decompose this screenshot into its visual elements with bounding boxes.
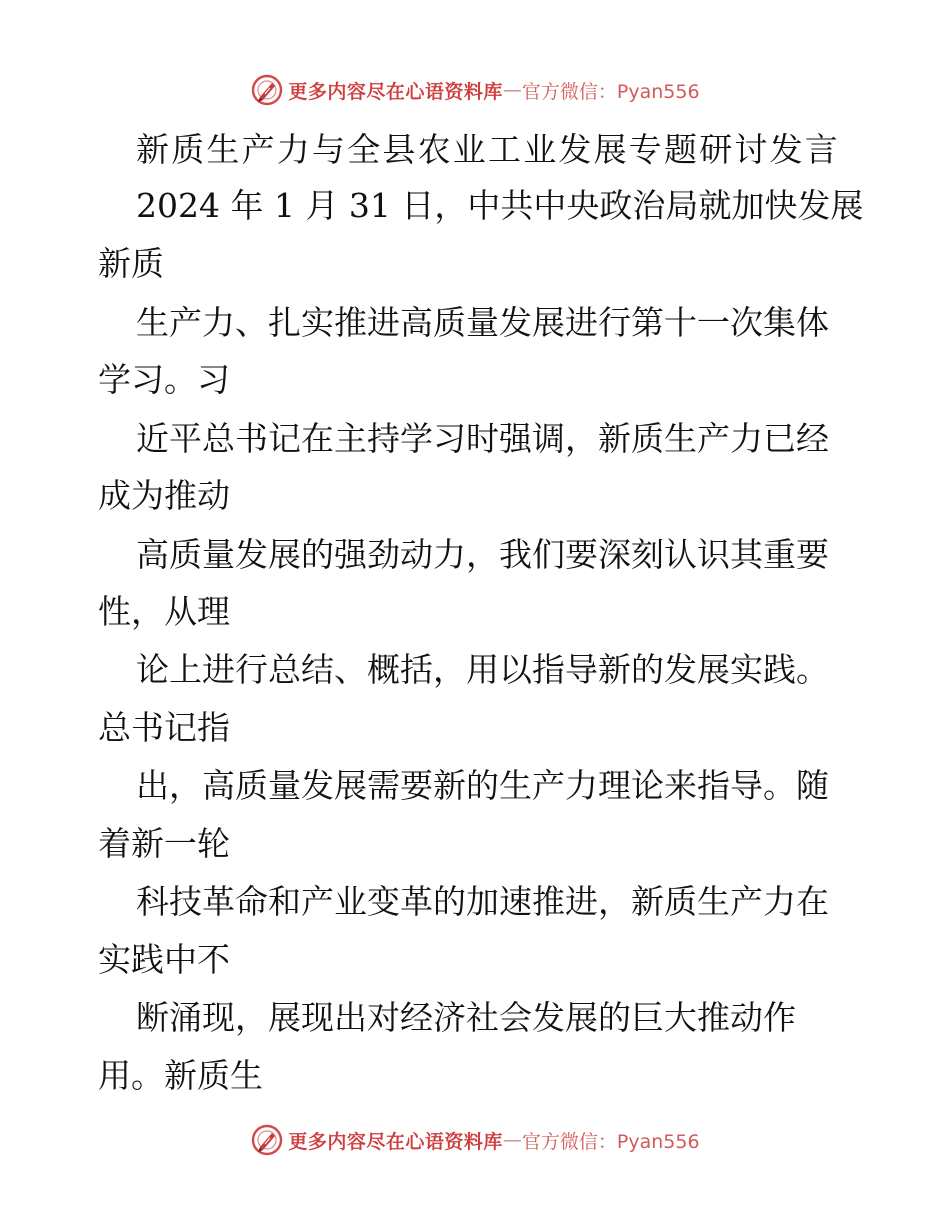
banner-dash: — (502, 79, 522, 101)
paragraph-line: 高质量发展的强劲动力，我们要深刻认识其重要 (136, 535, 829, 574)
paragraph-line: 学习。习 (98, 360, 230, 399)
paragraph-line: 着新一轮 (98, 824, 230, 863)
banner-wechat-text: 官方微信：Pyan556 (521, 80, 700, 103)
paragraph-line: 实践中不 (98, 940, 230, 979)
banner-main-text: 更多内容尽在心语资料库 (288, 1130, 503, 1153)
paragraph-line: 总书记指 (98, 708, 230, 747)
paragraph-line: 2024 年 1 月 31 日，中共中央政治局就加快发展 (136, 186, 864, 225)
document-title: 新质生产力与全县农业工业发展专题研讨发言 (136, 130, 840, 169)
paragraph-line: 性，从理 (98, 592, 230, 631)
paragraph-line: 断涌现，展现出对经济社会发展的巨大推动作 (136, 998, 796, 1037)
paragraph-line: 生产力、扎实推进高质量发展进行第十一次集体 (136, 303, 829, 342)
paragraph-line: 论上进行总结、概括，用以指导新的发展实践。 (136, 650, 829, 689)
footer-banner (0, 1118, 950, 1162)
banner-main-text: 更多内容尽在心语资料库 (288, 80, 503, 103)
header-banner (0, 68, 950, 112)
pen-logo-icon (250, 1123, 284, 1157)
paragraph-line: 科技革命和产业变革的加速推进，新质生产力在 (136, 882, 829, 921)
paragraph-line: 出，高质量发展需要新的生产力理论来指导。随 (136, 766, 829, 805)
paragraph-line: 成为推动 (98, 476, 230, 515)
banner-dash: — (502, 1129, 522, 1151)
paragraph-line: 新质 (98, 244, 164, 283)
paragraph-line: 近平总书记在主持学习时强调，新质生产力已经 (136, 419, 829, 458)
banner-wechat-text: 官方微信：Pyan556 (521, 1130, 700, 1153)
pen-logo-icon (250, 73, 284, 107)
paragraph-line: 用。新质生 (98, 1056, 263, 1095)
